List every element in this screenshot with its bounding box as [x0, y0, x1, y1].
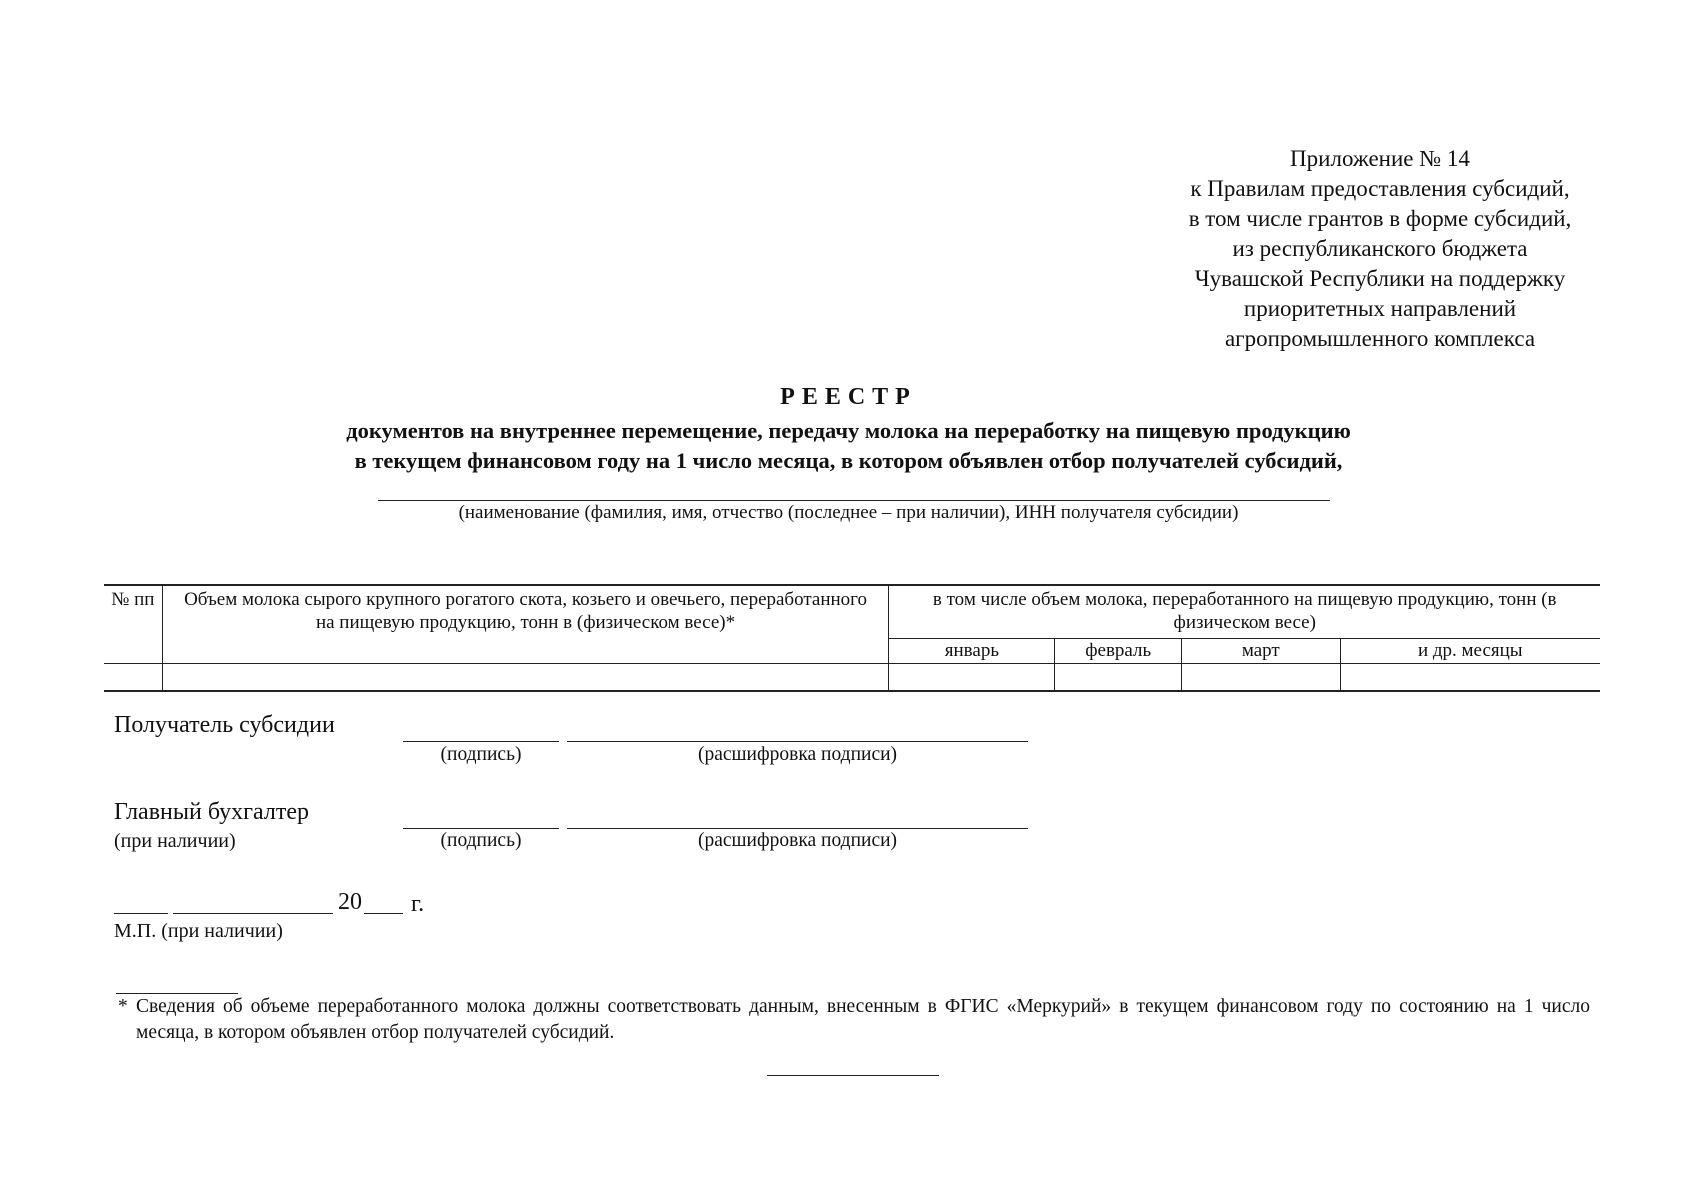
stamp-note: М.П. (при наличии) — [114, 920, 283, 942]
accountant-note: (при наличии) — [114, 830, 236, 852]
recipient-signature-label: Получатель субсидии — [114, 712, 335, 738]
footnote-mark: * — [118, 996, 128, 1017]
footnote — [118, 994, 1590, 1046]
subtitle-line-1: документов на внутреннее перемещение, передачу молока на переработку на пищевую продукцию — [346, 418, 1351, 443]
table-cell[interactable] — [1340, 664, 1600, 692]
recipient-signature-line[interactable] — [403, 741, 559, 742]
recipient-signature-caption: (подпись) — [440, 744, 522, 765]
recipient-caption: (наименование (фамилия, имя, отчество (последнее – при наличии), ИНН получателя субсидии) — [458, 502, 1239, 523]
header-including: в том числе объем молока, переработанного на пищевую продукцию, тонн (в физическом весе) — [889, 585, 1600, 639]
header-month-february: февраль — [1055, 639, 1182, 664]
table-cell[interactable] — [1055, 664, 1182, 692]
date-month-line[interactable] — [173, 913, 333, 914]
registry-table — [104, 584, 1600, 692]
appendix-line-5: Чувашской Республики на поддержку — [1194, 266, 1566, 291]
table-row — [104, 664, 1600, 692]
appendix-line-7: агропромышленного комплекса — [1224, 326, 1536, 351]
subtitle-line-2: в текущем финансовом году на 1 число месяца, в котором объявлен отбор получателей субсидий, — [354, 448, 1343, 473]
header-volume: Объем молока сырого крупного рогатого скота, козьего и овечьего, переработанного на пищевую продукцию, тонн в (физическом весе)* — [162, 585, 889, 664]
appendix-line-2: к Правилам предоставления субсидий, — [1190, 176, 1570, 201]
accountant-decoding-caption: (расшифровка подписи) — [697, 830, 898, 851]
table-cell[interactable] — [162, 664, 889, 692]
recipient-decoding-line[interactable] — [567, 741, 1028, 742]
end-rule — [767, 1075, 939, 1076]
table-cell[interactable] — [889, 664, 1055, 692]
appendix-line-1: Приложение № 14 — [1290, 146, 1470, 171]
recipient-decoding-caption: (расшифровка подписи) — [697, 744, 898, 765]
accountant-signature-caption: (подпись) — [440, 830, 522, 851]
appendix-line-6: приоритетных направлений — [1243, 296, 1517, 321]
appendix-line-4: из республиканского бюджета — [1232, 236, 1528, 261]
footnote-text: Сведения об объеме переработанного молока должны соответствовать данным, внесенным в ФГИС «Меркурий» в текущем финансовом году по состоянию на 1 число месяца, в котором объявлен отбор получателей субсидий. — [136, 996, 1590, 1043]
header-number — [104, 585, 162, 664]
document-title: РЕЕСТР — [780, 384, 917, 410]
document-subtitle — [0, 416, 1697, 476]
recipient-name-line[interactable] — [378, 500, 1330, 501]
header-number-label: № пп — [111, 589, 155, 610]
appendix-line-3: в том числе грантов в форме субсидий, — [1188, 206, 1572, 231]
table-cell[interactable] — [104, 664, 162, 692]
date-year-line[interactable] — [364, 913, 403, 914]
date-year-prefix: 20 — [338, 889, 362, 915]
header-month-march: март — [1182, 639, 1340, 664]
table-cell[interactable] — [1182, 664, 1340, 692]
date-year-suffix: г. — [411, 891, 425, 917]
header-month-january: январь — [889, 639, 1055, 664]
accountant-decoding-line[interactable] — [567, 828, 1028, 829]
appendix-header — [1110, 144, 1650, 354]
accountant-signature-label: Главный бухгалтер — [114, 799, 309, 825]
header-month-other: и др. месяцы — [1340, 639, 1600, 664]
date-day-line[interactable] — [114, 913, 168, 914]
accountant-signature-line[interactable] — [403, 828, 559, 829]
